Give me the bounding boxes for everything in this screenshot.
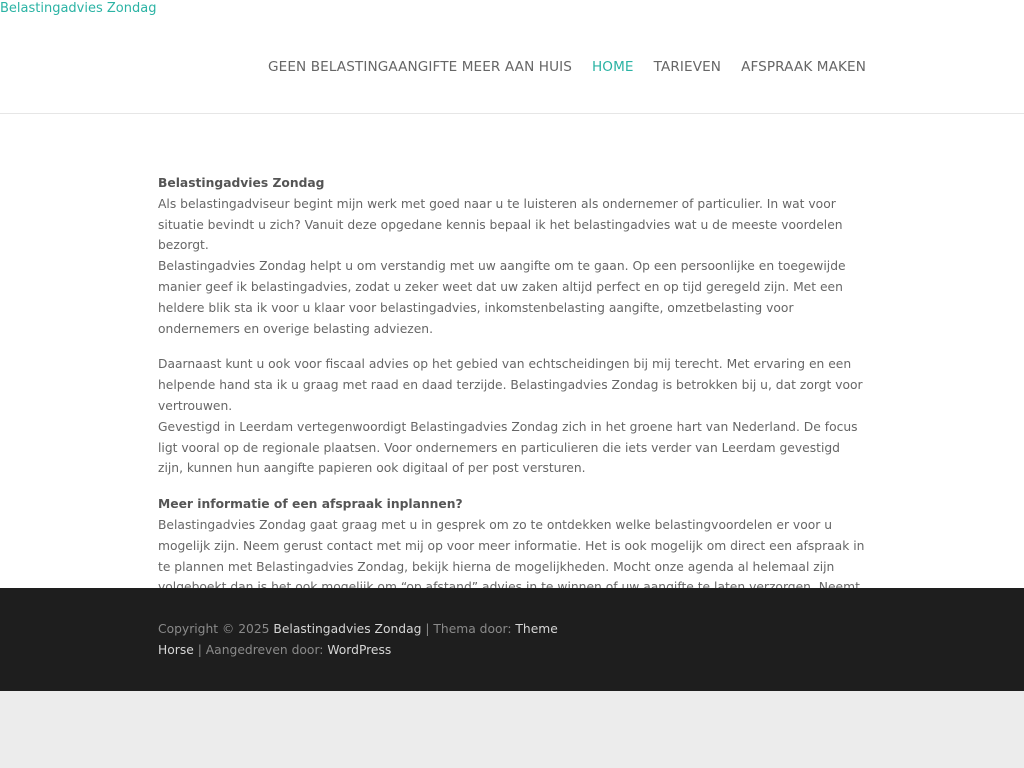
footer-site-link[interactable]: Belastingadvies Zondag bbox=[273, 622, 422, 636]
nav-item-geen-belastingaangifte[interactable]: GEEN BELASTINGAANGIFTE MEER AAN HUIS bbox=[268, 59, 572, 75]
paragraph-text: Belastingadvies Zondag gaat graag met u in gesprek om zo te ontdekken welke belastingvoordelen er voor u mogelijk zijn. Neem gerust contact met mij op voor meer informatie. Het is ook mogelijk om direct een afspraak in te plannen met Belastingadvies Zondag, bekijk hierna de mogelijkheden. Mocht onze agenda al helemaal zijn bbox=[158, 517, 865, 574]
footer-copyright bbox=[158, 619, 578, 661]
paragraph-fiscaal-advies bbox=[158, 354, 868, 479]
footer-theme-link[interactable]: Theme Horse bbox=[158, 622, 558, 657]
theme-credit-text: | Thema door: bbox=[421, 622, 516, 636]
page-bottom-background bbox=[0, 691, 1024, 768]
powered-by-text: | Aangedreven door: bbox=[193, 643, 328, 657]
nav-item-afspraak-maken[interactable]: AFSPRAAK MAKEN bbox=[741, 59, 866, 75]
site-header bbox=[0, 0, 1024, 114]
logo-alt-text: Belastingadvies Zondag bbox=[0, 1, 157, 16]
heading-belastingadvies-zondag: Belastingadvies Zondag bbox=[158, 176, 325, 190]
paragraph-text: Als belastingadviseur begint mijn werk met goed naar u te luisteren als ondernemer of particulier. In wat voor situatie bevindt u zich? Vanuit deze opgedane kennis bepaal ik het belastingadvies wat u de meeste voordelen bezorgt. bbox=[158, 196, 843, 253]
paragraph-intro bbox=[158, 173, 868, 339]
footer-wordpress-link[interactable]: WordPress bbox=[327, 643, 392, 657]
main-content-area bbox=[0, 114, 1024, 588]
paragraph-text: Daarnaast kunt u ook voor fiscaal advies op het gebied van echtscheidingen bij mij terecht. Met ervaring en een helpende hand sta ik u graag met raad en daad terzijde. Belastingadvies Zondag is betrokken bij u, dat zorgt voor vertrouwen. bbox=[158, 357, 863, 413]
nav-item-tarieven[interactable]: TARIEVEN bbox=[653, 59, 722, 75]
paragraph-text: Belastingadvies Zondag helpt u om verstandig met uw aangifte om te gaan. Op een persoonlijke en toegewijde manier geef ik belastingadvies, zodat u zeker weet dat uw zaken altijd perfect en op tijd geregeld zijn. Met een heldere blik sta ik voor u klaar voor belastingadvies, inkomstenbelasting aangifte, omzetbelasting voor ondernemers en overige belasting adviezen. bbox=[158, 259, 846, 336]
main-navigation bbox=[268, 58, 866, 76]
nav-item-home[interactable]: HOME bbox=[591, 59, 634, 75]
paragraph-text: Gevestigd in Leerdam vertegenwoordigt Belastingadvies Zondag zich in het groene hart van Nederland. De focus ligt vooral op de regionale plaatsen. Voor ondernemers en particulieren die iets verder van Leerdam gevestigd zijn, kunnen hun aangifte papieren ook digitaal of per post versturen. bbox=[158, 419, 858, 476]
site-logo-link[interactable] bbox=[0, 1, 156, 17]
site-footer bbox=[0, 588, 1024, 691]
copyright-text: Copyright © 2025 bbox=[158, 622, 274, 636]
article-content bbox=[158, 173, 868, 634]
heading-meer-informatie: Meer informatie of een afspraak inplannen? bbox=[158, 497, 463, 512]
